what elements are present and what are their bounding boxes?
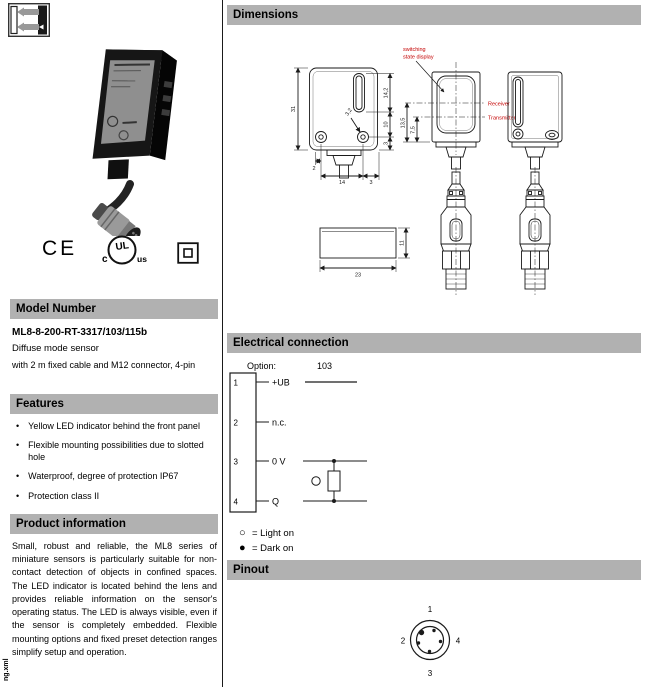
dim-14-2: 14,2 <box>383 87 390 99</box>
label-transmitter: Transmitter <box>488 115 516 122</box>
electrical-diagram <box>227 356 447 531</box>
column-divider <box>222 0 223 687</box>
legend-text: = Light on <box>252 528 294 539</box>
protection-class-2-icon <box>177 242 199 264</box>
pin-dot <box>439 640 442 643</box>
dim-31: 31 <box>291 105 297 113</box>
dim-11: 11 <box>399 240 406 246</box>
pin-dot <box>428 650 431 653</box>
pin-1-number: 1 <box>233 378 238 388</box>
pin-2-label: n.c. <box>272 417 287 428</box>
front-view <box>291 68 394 186</box>
ul-letters: UL <box>114 240 130 253</box>
dark-on-icon: ● <box>239 542 246 554</box>
legend-dark-on <box>239 541 294 556</box>
top-view <box>320 228 410 279</box>
model-desc-line2: with 2 m fixed cable and M12 connector, 4-pin <box>12 360 196 370</box>
feature-item <box>14 470 216 482</box>
section-header-product-info: Product information <box>10 514 218 534</box>
dim-7-5: 7,5 <box>410 126 417 134</box>
pin-3-label: 0 V <box>272 456 286 467</box>
section-header-dimensions: Dimensions <box>227 5 641 25</box>
ce-mark: CE <box>42 237 78 260</box>
dim-3-right: 3 <box>383 141 390 146</box>
pinout-pin-3: 3 <box>427 669 433 678</box>
ul-c: c <box>102 254 108 265</box>
pinout-diagram <box>372 588 490 687</box>
diffuse-sensor-pictogram-icon <box>8 3 50 37</box>
feature-item <box>14 420 216 432</box>
pinout-pin-2: 2 <box>400 636 406 646</box>
dim-10: 10 <box>383 121 390 128</box>
back-view <box>508 72 562 295</box>
light-on-icon: ○ <box>239 527 246 539</box>
product-photo <box>52 24 208 236</box>
feature-text: • Yellow LED indicator behind the front panel <box>28 421 200 431</box>
pin-4-label: Q <box>272 496 280 507</box>
dim-14: 14 <box>338 180 346 186</box>
sensor-bottom-stub <box>106 156 131 182</box>
product-info-text: Small, robust and reliable, the ML8 series of miniature sensors is particularly suitable for non-contact detection of objects in confined spaces. The LED indicator is located behind the lens and provides reliable information on the sensor's operating status. The LED is always visible, even if the sensor is completely embedded. Flexible mounting options and fixed preset detection ranges simplify setup and operation. <box>12 541 217 657</box>
dim-23: 23 <box>354 272 362 279</box>
pin-4-number: 4 <box>233 497 238 507</box>
option-label: Option: <box>247 361 277 371</box>
dim-hole-diameter: 3,2 <box>344 107 354 118</box>
pin-dot <box>417 641 420 644</box>
model-desc-line1: Diffuse mode sensor <box>12 343 99 354</box>
label-switching-line2: state display <box>403 54 434 61</box>
feature-item <box>14 439 216 463</box>
dim-13-5: 13,5 <box>400 117 407 129</box>
section-header-pinout: Pinout <box>227 560 641 580</box>
light-on-symbol <box>312 477 320 485</box>
side-view <box>401 47 516 295</box>
pinout-pin-4: 4 <box>455 636 461 646</box>
pin-3-number: 3 <box>233 457 238 467</box>
section-header-model-number: Model Number <box>10 299 218 319</box>
section-header-electrical: Electrical connection <box>227 333 641 353</box>
pin-1-label: +UB <box>272 377 290 388</box>
dimensions-drawing <box>227 28 641 328</box>
option-value: 103 <box>317 361 333 371</box>
label-receiver: Receiver <box>488 101 510 108</box>
pin-dot <box>432 629 435 632</box>
key-pin-dot <box>419 630 424 635</box>
pinout-pin-1: 1 <box>427 605 433 614</box>
switching-legend <box>239 526 294 556</box>
load-circuit <box>303 459 367 503</box>
legend-light-on <box>239 526 294 541</box>
dim-2: 2 <box>312 166 316 172</box>
feature-text: • Flexible mounting possibilities due to slotted hole <box>28 440 204 463</box>
ul-mark <box>95 231 149 273</box>
ul-us: us <box>137 254 147 264</box>
feature-text: • Waterproof, degree of protection IP67 <box>28 471 179 482</box>
dim-3-bottom: 3 <box>369 180 373 186</box>
legend-text: = Dark on <box>252 543 294 554</box>
features-list <box>14 420 216 509</box>
label-switching-line1: switching <box>403 47 426 53</box>
section-header-features: Features <box>10 394 218 414</box>
feature-text: • Protection class II <box>28 490 100 501</box>
model-number-value: ML8-8-200-RT-3317/103/115b <box>12 327 148 338</box>
pin-2-number: 2 <box>233 418 238 428</box>
footer-vertical-text: ng.xml <box>3 658 10 681</box>
feature-item <box>14 490 216 502</box>
